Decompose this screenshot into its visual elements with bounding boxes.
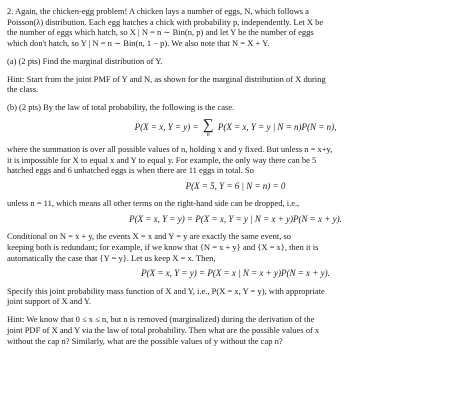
intro-line-2: Poisson(λ) distribution. Each egg hatches a chick with probability p, independently. Let X be <box>7 16 324 27</box>
b3-line-2: keeping both is redundant; for example, if we know that {N = x + y} and {X = x}, then it is <box>7 242 319 253</box>
hint-b-paragraph <box>7 314 464 346</box>
paragraph-b1 <box>7 144 464 176</box>
eq1-rhs: P(X = x, Y = y | N = n)P(N = n), <box>217 121 337 132</box>
equation-total-probability <box>7 118 464 138</box>
hint-b-line-2: joint PDF of X and Y via the law of total probability. Then what are the possible values of x <box>7 324 320 335</box>
intro-line-4: which don't hatch, so Y | N = n ∼ Bin(n, 1 − p). We also note that N = X + Y. <box>7 38 270 49</box>
part-a-heading: (a) (2 pts) Find the marginal distribution of Y. <box>7 55 163 66</box>
equation-example-zero: P(X = 5, Y = 6 | N = n) = 0 <box>185 180 286 191</box>
b1-line-2: it is impossible for X to equal x and Y to equal y. For example, the only way there can be 5 <box>7 154 317 165</box>
b1-line-3: hatched eggs and 6 unhatched eggs is when there are 11 eggs in total. So <box>7 165 254 176</box>
hint-a-line-2: the class. <box>7 84 39 95</box>
sum-sign: ∑ <box>202 116 214 133</box>
sum-index: n <box>206 131 210 138</box>
eq1-lhs: P(X = x, Y = y) = <box>134 121 199 132</box>
paragraph-b4 <box>7 286 464 307</box>
b1-line-1: where the summation is over all possible values of n, holding x and y fixed. But unless n = x+y, <box>7 143 333 154</box>
summation-symbol <box>203 118 214 138</box>
b4-line-1: Specify this joint probability mass function of X and Y, i.e., P(X = x, Y = y), with appropriate <box>7 285 325 296</box>
equation-final: P(X = x, Y = y) = P(X = x | N = x + y)P(N = x + y). <box>141 268 330 279</box>
paragraph-b2: unless n = 11, which means all other terms on the right-hand side can be dropped, i.e., <box>7 198 300 209</box>
hint-a-line-1: Hint: Start from the joint PMF of Y and N, as shown for the marginal distribution of X during <box>7 73 326 84</box>
b4-line-2: joint support of X and Y. <box>7 296 92 307</box>
hint-b-line-3: without the cap n? Similarly, what are the possible values of y without the cap n? <box>7 335 283 346</box>
part-b-heading: (b) (2 pts) By the law of total probability, the following is the case. <box>7 101 235 112</box>
hint-a-paragraph <box>7 74 464 95</box>
intro-paragraph <box>7 6 464 49</box>
b3-line-3: automatically the case that {Y = y}. Let us keep X = x. Then, <box>7 252 216 263</box>
equation-reduced: P(X = x, Y = y) = P(X = x, Y = y | N = x + y)P(N = x + y). <box>129 214 342 225</box>
b3-line-1: Conditional on N = x + y, the events X = x and Y = y are exactly the same event, so <box>7 231 292 242</box>
intro-line-3: the number of eggs which hatch, so X | N = n ∼ Bin(n, p) and let Y be the number of eggs <box>7 27 314 38</box>
paragraph-b3 <box>7 231 464 263</box>
intro-line-1: 2. Again, the chicken-egg problem! A chicken lays a number of eggs, N, which follows a <box>7 6 309 16</box>
hint-b-line-1: Hint: We know that 0 ≤ x ≤ n, but n is removed (marginalized) during the derivation of the <box>7 314 315 325</box>
